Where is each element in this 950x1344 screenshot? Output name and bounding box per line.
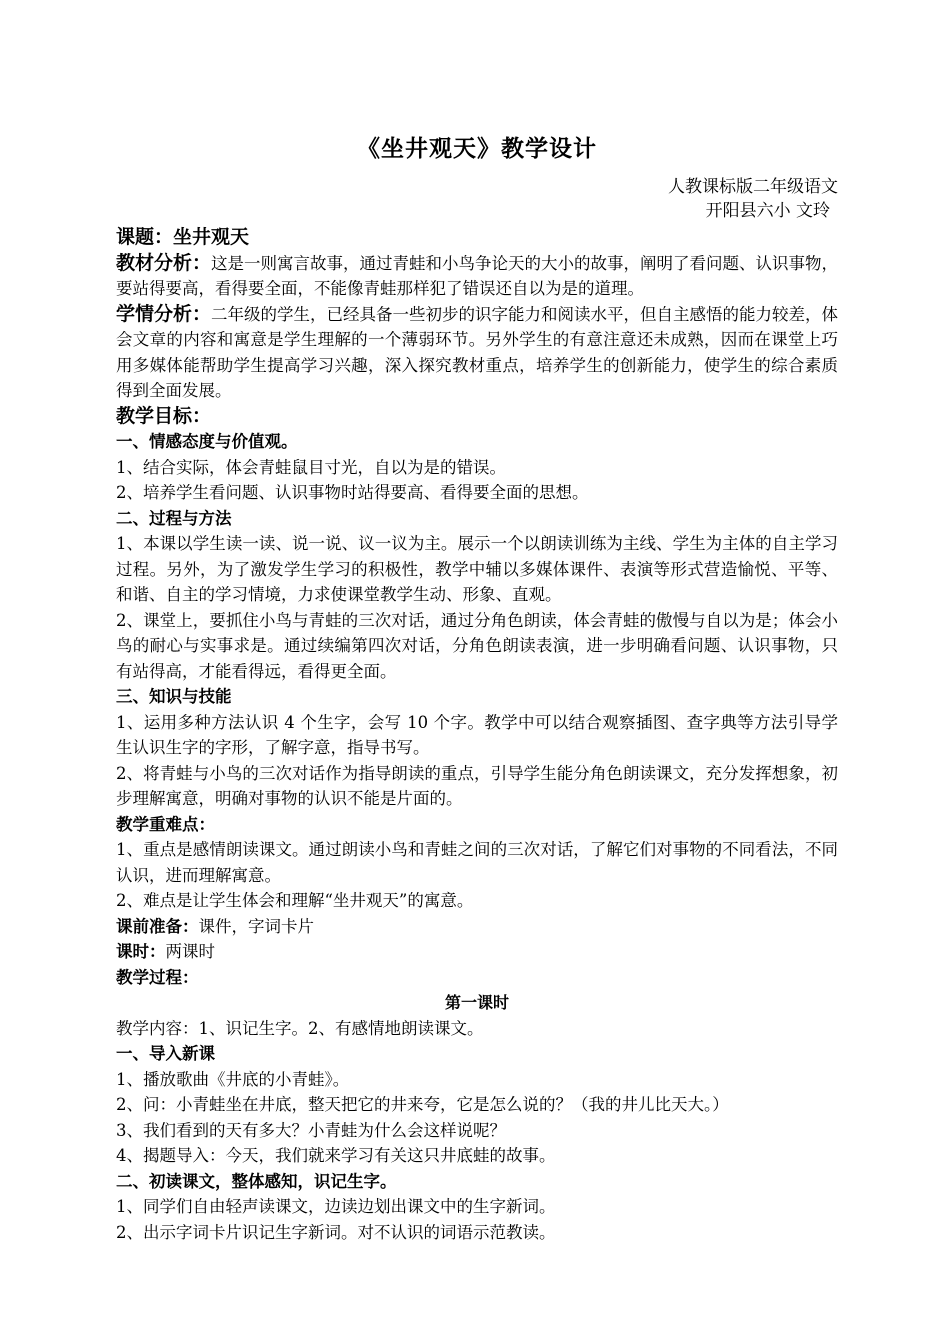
- students-text: 二年级的学生，已经具备一些初步的识字能力和阅读水平，但自主感悟的能力较差，体会文章的内容和寓意是学生理解的一个薄弱环节。另外学生的有意注意还未成熟，因而在课堂上巧用多媒体能帮助学生提高学习兴趣，深入探究教材重点，培养学生的创新能力，使学生的综合素质得到全面发展。: [116, 304, 839, 400]
- topic-label: 课题：: [116, 226, 174, 248]
- intro-heading: 一、导入新课: [116, 1044, 215, 1063]
- hours-label: 课时：: [116, 942, 166, 961]
- keypoints-heading: 教学重难点：: [116, 814, 215, 834]
- byline-textbook: 人教课标版二年级语文: [668, 177, 838, 197]
- keypoint-item: 1、重点是感情朗读课文。通过朗读小鸟和青蛙之间的三次对话，了解它们对事物的不同看法，不同认识，进而理解寓意。: [116, 840, 838, 885]
- topic-line: [116, 225, 838, 251]
- intro-item: 1、播放歌曲《井底的小青蛙》。: [116, 1069, 350, 1089]
- lesson1-heading: 第一课时: [444, 993, 509, 1012]
- byline-author: 开阳县六小 文玲: [705, 201, 830, 221]
- process-heading: 教学过程：: [116, 967, 199, 987]
- material-text: 这是一则寓言故事，通过青蛙和小鸟争论天的大小的故事，阐明了看问题、认识事物，要站得要高，看得要全面，不能像青蛙那样犯了错误还自以为是的道理。: [116, 253, 839, 298]
- document-title: 《坐井观天》教学设计: [357, 136, 597, 162]
- prep-line: [116, 914, 838, 940]
- goal-process-item: 2、课堂上，要抓住小鸟与青蛙的三次对话，通过分角色朗读，体会青蛙的傲慢与自以为是；体会小鸟的耐心与实事求是。通过续编第四次对话，分角色朗读表演，进一步明确看问题、认识事物，只有站得高，才能看得远，看得更全面。: [116, 610, 838, 681]
- goal-emotion-item: 1、结合实际，体会青蛙鼠目寸光，自以为是的错误。: [116, 457, 506, 477]
- lesson1-content: 教学内容：1、识记生字。2、有感情地朗读课文。: [116, 1018, 484, 1038]
- goal-knowledge-item: 1、运用多种方法认识 4 个生字，会写 10 个字。教学中可以结合观察插图、查字典等方法引导学生认识生字的字形，了解字意，指导书写。: [116, 712, 838, 757]
- intro-item: 2、问：小青蛙坐在井底，整天把它的井来夸，它是怎么说的？（我的井儿比天大。）: [116, 1095, 729, 1114]
- firstread-heading: 二、初读课文，整体感知，识记生字。: [116, 1171, 397, 1191]
- hours-line: [116, 939, 838, 965]
- intro-item: 4、揭题导入：今天，我们就来学习有关这只井底蛙的故事。: [116, 1146, 556, 1165]
- material-label: 教材分析：: [116, 251, 212, 274]
- intro-item: 3、我们看到的天有多大？小青蛙为什么会这样说呢？: [116, 1120, 506, 1140]
- students-label: 学情分析：: [116, 302, 212, 325]
- goal-emotion-item: 2、培养学生看问题、认识事物时站得要高、看得要全面的思想。: [116, 483, 589, 502]
- goal-knowledge-item: 2、将青蛙与小鸟的三次对话作为指导朗读的重点，引导学生能分角色朗读课文，充分发挥想象，初步理解寓意，明确对事物的认识不能是片面的。: [116, 763, 838, 808]
- firstread-item: 1、同学们自由轻声读课文，边读边划出课文中的生字新词。: [116, 1197, 556, 1216]
- keypoint-item: 2、难点是让学生体会和理解“坐井观天”的寓意。: [116, 891, 474, 910]
- student-analysis: [116, 302, 838, 404]
- goal-knowledge-heading: 三、知识与技能: [116, 687, 232, 706]
- material-analysis: [116, 251, 838, 302]
- goal-process-item: 1、本课以学生读一读、说一说、议一议为主。展示一个以朗读训练为主线、学生为主体的自主学习过程。另外，为了激发学生学习的积极性，教学中辅以多媒体课件、表演等形式营造愉悦、平等、和谐、自主的学习情境，力求使课堂教学生动、形象、直观。: [116, 534, 838, 604]
- firstread-item: 2、出示字词卡片识记生字新词。对不认识的词语示范教读。: [116, 1222, 556, 1242]
- document-body: [116, 225, 838, 1245]
- topic-text: 坐井观天: [173, 226, 250, 248]
- prep-label: 课前准备：: [116, 916, 199, 936]
- goal-emotion-heading: 一、情感态度与价值观。: [116, 432, 298, 451]
- hours-text: 两课时: [165, 942, 215, 961]
- prep-text: 课件，字词卡片: [198, 916, 314, 936]
- goal-process-heading: 二、过程与方法: [116, 508, 232, 528]
- goals-heading: 教学目标：: [116, 404, 212, 427]
